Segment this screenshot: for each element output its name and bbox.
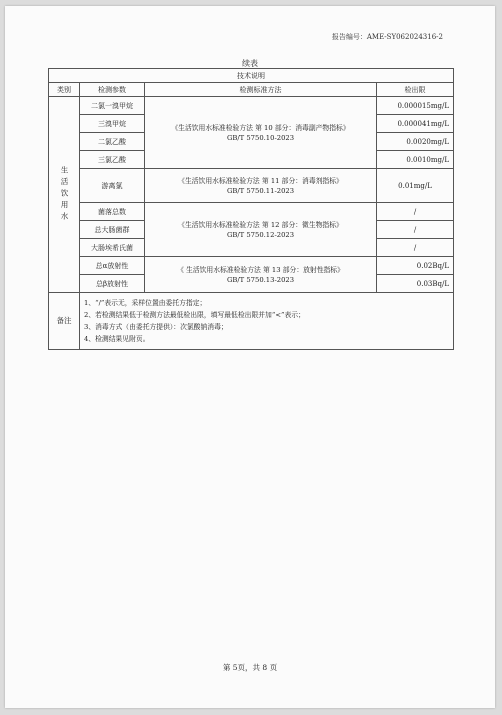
param-cell: 总β放射性 [80,275,145,293]
note-line: 4、检测结果见附页。 [84,335,150,343]
limit-cell: / [377,221,454,239]
method-cell [145,97,377,169]
column-header: 检测参数 [80,83,145,97]
page-footer: 第 5页，共 8 页 [222,663,278,672]
param-cell: 总α放射性 [80,257,145,275]
limit-cell: 0.0020mg/L [377,133,454,151]
table-row [49,203,454,221]
param-cell: 二氯一溴甲烷 [80,97,145,115]
limit-cell: 0.000015mg/L [377,97,454,115]
method-code: GB/T 5750.12-2023 [226,230,295,239]
notes-label: 备注 [49,293,80,350]
limit-cell: / [377,239,454,257]
table-section-title: 技术说明 [49,69,454,83]
param-cell: 游离氯 [80,169,145,203]
column-header: 类别 [49,83,80,97]
table-row [49,97,454,115]
category-cell: 生活饮用水 [49,97,80,293]
method-title: 《生活饮用水标准检验方法 第 12 部分：微生物指标》 [178,220,343,229]
document-page [5,6,495,708]
method-code: GB/T 5750.13-2023 [226,275,295,284]
method-cell [145,203,377,257]
note-line: 3、消毒方式（由委托方提供）：次氯酸钠消毒； [84,323,228,331]
limit-cell: 0.01mg/L [377,169,454,203]
limit-cell: 0.000041mg/L [377,115,454,133]
column-header: 检测标准方法 [145,83,377,97]
notes-cell [80,293,454,350]
param-cell: 菌落总数 [80,203,145,221]
method-cell [145,169,377,203]
continued-label: 续表 [242,59,258,68]
method-title: 《 生活饮用水标准检验方法 第 13 部分：放射性指标》 [177,265,344,274]
limit-cell: 0.02Bq/L [377,257,454,275]
param-cell: 三氯乙酸 [80,151,145,169]
limit-cell: 0.0010mg/L [377,151,454,169]
note-line: 2、若检测结果低于检测方法最低检出限，填写最低检出限并加“<”表示； [84,311,305,319]
method-title: 《生活饮用水标准检验方法 第 10 部分：消毒副产物指标》 [171,123,350,132]
notes-row [49,293,454,350]
method-code: GB/T 5750.10-2023 [226,133,295,142]
param-cell: 二氯乙酸 [80,133,145,151]
param-cell: 总大肠菌群 [80,221,145,239]
limit-cell: / [377,203,454,221]
param-cell: 大肠埃希氏菌 [80,239,145,257]
table-row [49,169,454,203]
column-header: 检出限 [377,83,454,97]
method-title: 《生活饮用水标准检验方法 第 11 部分：消毒剂指标》 [178,176,343,185]
method-cell [145,257,377,293]
param-cell: 三溴甲烷 [80,115,145,133]
note-line: 1、“/”表示无，采样位置由委托方指定； [84,299,207,307]
table-row [49,257,454,275]
limit-cell: 0.03Bq/L [377,275,454,293]
technical-spec-table [48,68,454,350]
report-number: 报告编号：AME-SY062024316-2 [331,33,443,41]
method-code: GB/T 5750.11-2023 [226,186,295,195]
